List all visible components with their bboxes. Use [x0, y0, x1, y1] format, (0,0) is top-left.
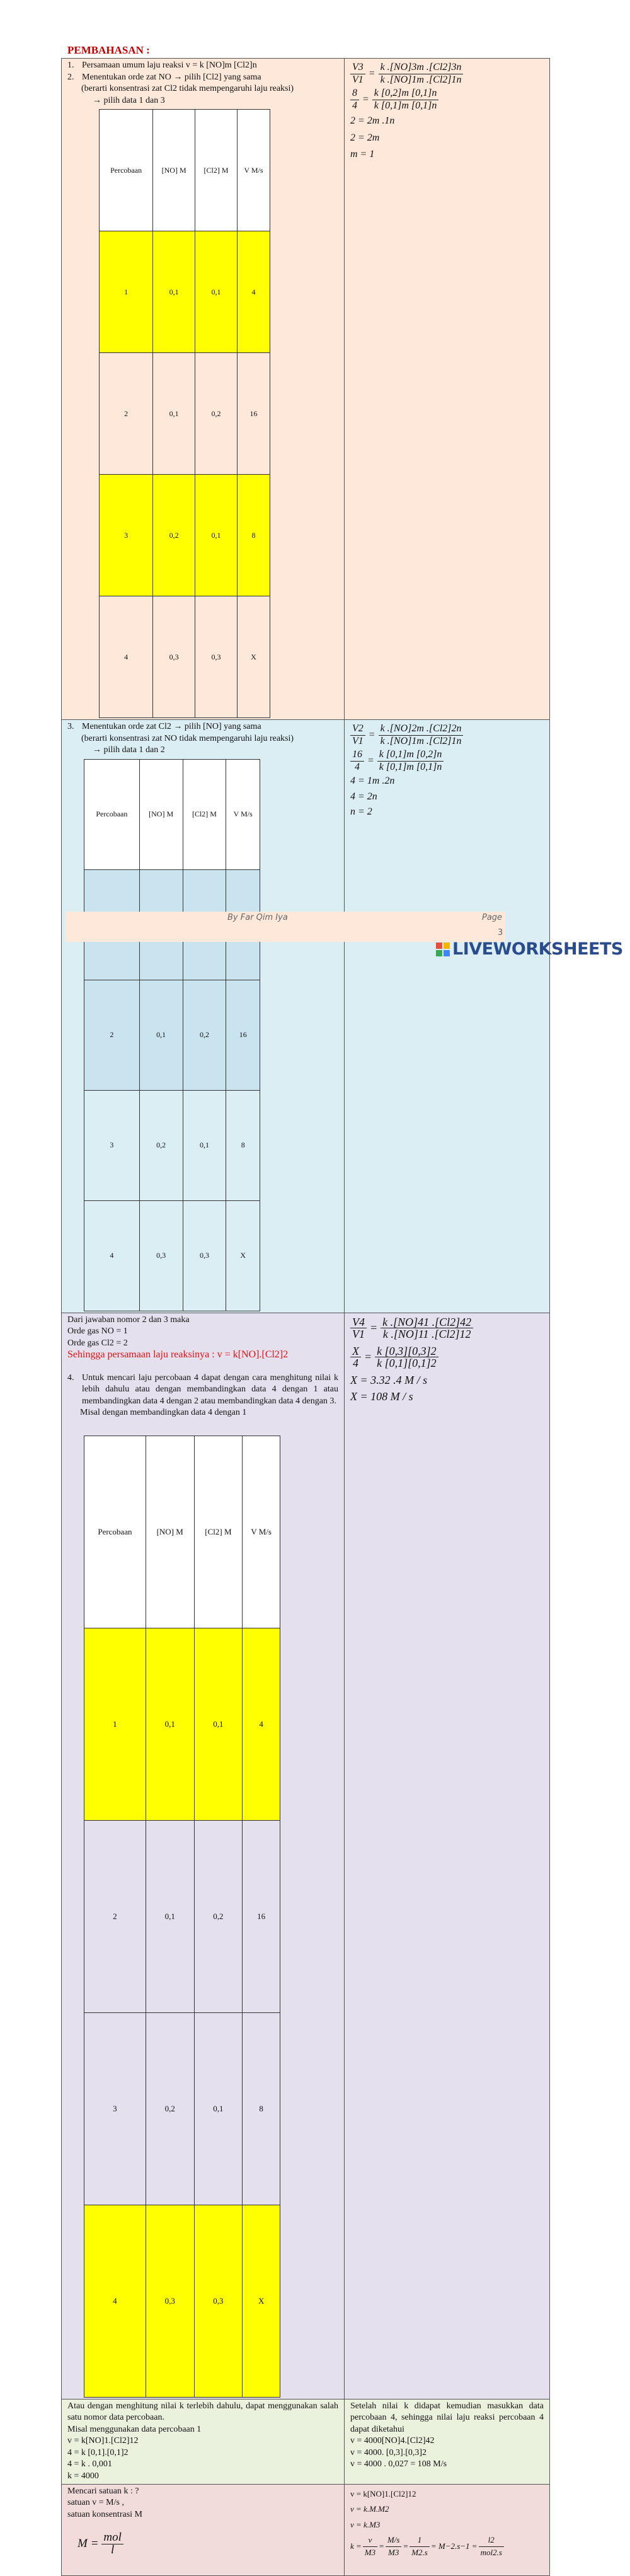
table-cell: 16	[243, 1820, 280, 2012]
orde-no: Orde gas NO = 1	[67, 1326, 128, 1336]
item-4: 4. Untuk mencari laju percobaan 4 dapat dengan cara menghitung nilai k lebih dahulu atau dengan membandingkan data 4 dengan 1 atau membandingkan data 4 dengan 2 atau membandingkan data 4 dengan 3.	[67, 1372, 338, 1406]
liveworksheets-logo-icon	[436, 943, 450, 956]
liveworksheets-brand	[436, 939, 623, 959]
table-cell: 0,1	[183, 1090, 226, 1200]
line: v = k[NO]1.[Cl2]12	[350, 2488, 416, 2498]
table-header-cell: [Cl2] M	[183, 759, 226, 869]
table-cell: 0,1	[146, 1820, 194, 2012]
footer-page-label: Page	[482, 913, 503, 922]
row-orde-no	[62, 59, 550, 720]
row5-right	[345, 2484, 550, 2575]
row1-right	[345, 59, 550, 720]
table-header-cell: [Cl2] M	[194, 1436, 243, 1628]
table-cell: 2	[84, 980, 140, 1090]
table-header-row	[84, 759, 260, 869]
table-cell: 4	[100, 596, 153, 718]
paragraph: Atau dengan menghitung nilai k terlebih dahulu, dapat menggunakan salah satu nomor data percobaan.	[67, 2401, 338, 2422]
pick-data: → pilih data 1 dan 2	[93, 745, 165, 755]
solution-table	[61, 58, 550, 2576]
table-header-cell: V M/s	[243, 1436, 280, 1628]
line: 4 = k [0,1].[0,1]2	[67, 2447, 129, 2457]
table-cell: 0,1	[194, 1628, 243, 1820]
line: v = 4000 . 0,027 = 108 M/s	[350, 2459, 447, 2469]
table-cell: 0,3	[195, 596, 238, 718]
paragraph: Setelah nilai k didapat kemudian masukkan data percobaan 4, sehingga nilai laju reaksi percobaan 4 dapat diketahui	[350, 2401, 544, 2434]
row-k-unit	[62, 2484, 550, 2575]
table-row	[100, 231, 270, 353]
line: satuan konsentrasi M	[67, 2509, 142, 2519]
table-cell: 0,2	[195, 353, 238, 475]
table-cell: 1	[84, 1628, 146, 1820]
table-header-cell: V M/s	[226, 759, 260, 869]
table-header-cell: [NO] M	[139, 759, 183, 869]
molarity-eq: M = $\frac{\text{mol}}{l}$	[77, 2532, 338, 2556]
table-cell: 0,3	[146, 2205, 194, 2397]
row-k-method	[62, 2399, 550, 2484]
note: (berarti konsentrasi zat NO tidak mempengaruhi laju reaksi)	[81, 733, 294, 743]
table-cell: 0,1	[139, 980, 183, 1090]
page-footer	[66, 912, 505, 942]
row2-right	[345, 720, 550, 1313]
note: (berarti konsentrasi zat Cl2 tidak mempengaruhi laju reaksi)	[81, 84, 294, 93]
table-cell: X	[226, 1200, 260, 1311]
table-cell: 0,3	[153, 596, 195, 718]
table-header-cell: V M/s	[237, 110, 270, 231]
row1-left	[62, 59, 345, 720]
table-cell: 8	[243, 2012, 280, 2205]
table-cell: 4	[84, 2205, 146, 2397]
table-cell: 8	[237, 475, 270, 596]
table-row	[84, 1628, 280, 1820]
table-cell: 0,3	[194, 2205, 243, 2397]
table-header-cell: [Cl2] M	[195, 110, 238, 231]
table-cell: 3	[100, 475, 153, 596]
data-table-2	[84, 759, 260, 1311]
line: v = 4000[NO]4.[Cl2]42	[350, 2436, 435, 2445]
table-cell: X	[237, 596, 270, 718]
table-header-cell: Percobaan	[84, 759, 140, 869]
table-cell: 2	[100, 353, 153, 475]
table-cell: 3	[84, 2012, 146, 2205]
table-cell: 2	[84, 1820, 146, 2012]
table-cell: 16	[226, 980, 260, 1090]
table-cell: 4	[243, 1628, 280, 1820]
data-table-3	[84, 1436, 280, 2398]
table-cell: 0,2	[146, 2012, 194, 2205]
line: Mencari satuan k : ?	[67, 2486, 139, 2496]
table-cell: 4	[237, 231, 270, 353]
table-cell: 0,1	[195, 231, 238, 353]
table-header-row	[84, 1436, 280, 1628]
row2-left	[62, 720, 345, 1313]
table-cell: 0,1	[194, 2012, 243, 2205]
line: v = k.M3	[350, 2519, 381, 2529]
ratio-eq: $\frac{V3}{V1}$ = $\frac{k .[NO]3m .[Cl2]3n}{k .[NO]1m .[Cl2]1n}$	[350, 62, 544, 86]
ratio-values: $\frac{16}{4}$ = $\frac{k [0,1]m [0,2]n}{k [0,1]m [0,1]n}$	[350, 749, 544, 773]
table-cell: X	[243, 2205, 280, 2397]
line: v = k[NO]1.[Cl2]12	[67, 2436, 139, 2445]
table-header-cell: [NO] M	[153, 110, 195, 231]
line: 4 = k . 0,001	[67, 2459, 112, 2469]
step-line: 2 = 2m .1n	[350, 115, 395, 126]
misal: Misal dengan membandingkan data 4 dengan 1	[80, 1408, 247, 1417]
orde-cl2: Orde gas Cl2 = 2	[67, 1338, 128, 1348]
table-row	[84, 2012, 280, 2205]
row-orde-cl2	[62, 720, 550, 1313]
table-header-cell: [NO] M	[146, 1436, 194, 1628]
k-unit-eq: k = $\frac{v}{M3}$ = $\frac{M/s}{M3}$ = $\frac{1}{M2.s}$ = M−2.s−1 = $\frac{l2}{\text{mol2.s}}$	[350, 2534, 544, 2558]
step-line: 4 = 2n	[350, 791, 377, 802]
table-row	[100, 475, 270, 596]
table-row	[84, 1090, 260, 1200]
result-line: X = 108 M / s	[350, 1390, 413, 1403]
ratio-values: $\frac{8}{4}$ = $\frac{k [0,2]m [0,1]n}{k [0,1]m [0,1]n}$	[350, 88, 544, 112]
step-line: 2 = 2m	[350, 132, 380, 143]
table-cell: 8	[226, 1090, 260, 1200]
item-2: 2. Menentukan orde zat NO → pilih [Cl2] yang sama	[67, 72, 261, 82]
result-line: n = 2	[350, 806, 372, 817]
table-cell: 4	[84, 1200, 140, 1311]
table-row	[84, 1820, 280, 2012]
table-cell: 0,2	[153, 475, 195, 596]
table-row	[100, 353, 270, 475]
table-cell: 0,2	[194, 1820, 243, 2012]
row4-left	[62, 2399, 345, 2484]
table-cell: 0,1	[153, 353, 195, 475]
table-cell: 16	[237, 353, 270, 475]
k-value: k = 4000	[67, 2471, 99, 2481]
table-cell: 0,1	[146, 1628, 194, 1820]
step-line: 4 = 1m .2n	[350, 775, 395, 786]
step-line: X = 3.32 .4 M / s	[350, 1373, 428, 1386]
result-line: m = 1	[350, 149, 375, 160]
table-row	[84, 1200, 260, 1311]
row4-right	[345, 2399, 550, 2484]
ratio-eq: $\frac{V2}{V1}$ = $\frac{k .[NO]2m .[Cl2]2n}{k .[NO]1m .[Cl2]1n}$	[350, 723, 544, 747]
rate-equation: Sehingga persamaan laju reaksinya : v = k[NO].[Cl2]2	[67, 1349, 289, 1360]
row5-left	[62, 2484, 345, 2575]
line: Misal menggunakan data percobaan 1	[67, 2424, 202, 2434]
table-header-cell: Percobaan	[84, 1436, 146, 1628]
line: v = 4000. [0,3].[0,3]2	[350, 2447, 427, 2457]
table-row	[84, 2205, 280, 2397]
row3-right	[345, 1313, 550, 2399]
ratio-values: $\frac{X}{4}$ = $\frac{k [0,3][0,3]2}{k [0,1][0,1]2}$	[350, 1345, 544, 1369]
table-cell: 0,3	[183, 1200, 226, 1311]
row-compare	[62, 1313, 550, 2399]
table-header-cell: Percobaan	[100, 110, 153, 231]
table-cell: 0,3	[139, 1200, 183, 1311]
page-title: PEMBAHASAN :	[67, 44, 150, 56]
table-cell: 1	[100, 231, 153, 353]
table-row	[84, 980, 260, 1090]
table-cell: 0,2	[183, 980, 226, 1090]
brand-name: LIVEWORKSHEETS	[452, 939, 623, 959]
footer-author: By Far Qim Iya	[227, 913, 288, 922]
row3-left	[62, 1313, 345, 2399]
item-1: 1. Persamaan umum laju reaksi v = k [NO]m [Cl2]n	[67, 61, 257, 70]
table-cell: 3	[84, 1090, 140, 1200]
data-table-1	[99, 109, 270, 718]
table-header-row	[100, 110, 270, 231]
footer-page-number: 3	[498, 928, 503, 937]
ratio-eq: $\frac{V4}{V1}$ = $\frac{k .[NO]41 .[Cl2]42}{k .[NO]11 .[Cl2]12}$	[350, 1316, 544, 1340]
item-3: 3. Menentukan orde zat Cl2 → pilih [NO] yang sama	[67, 722, 261, 731]
line: v = k.M.M2	[350, 2504, 389, 2514]
pick-data: → pilih data 1 dan 3	[93, 95, 165, 105]
intro: Dari jawaban nomor 2 dan 3 maka	[67, 1314, 190, 1325]
table-cell: 0,2	[139, 1090, 183, 1200]
table-cell: 0,1	[195, 475, 238, 596]
table-row	[100, 596, 270, 718]
table-cell: 0,1	[153, 231, 195, 353]
line: satuan v = M/s ,	[67, 2498, 124, 2507]
